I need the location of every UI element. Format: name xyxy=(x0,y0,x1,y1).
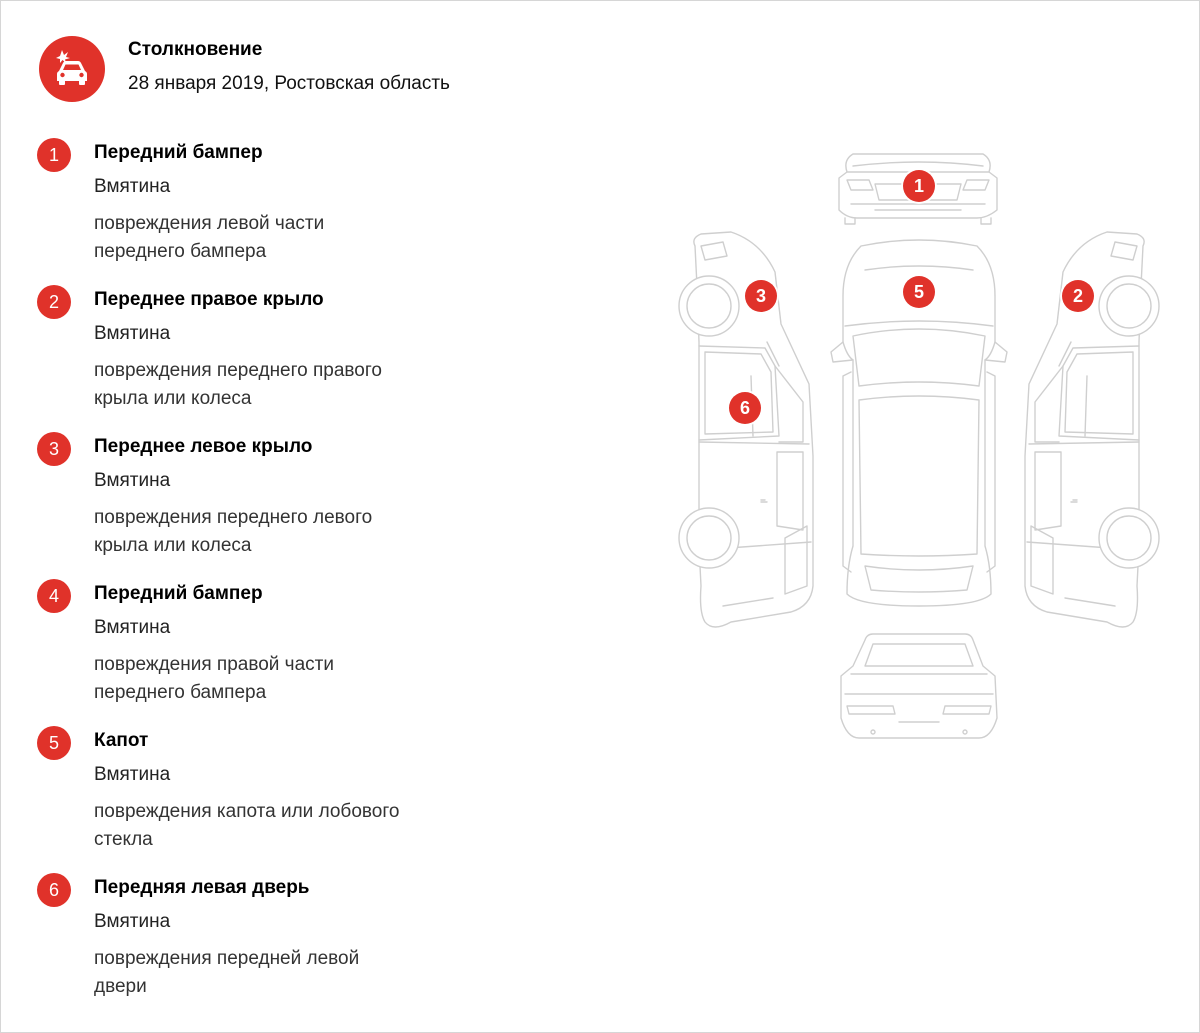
damage-part: Передний бампер xyxy=(94,583,263,604)
damage-number-badge: 4 xyxy=(37,579,71,613)
damage-type: Вмятина xyxy=(94,764,171,785)
damage-type: Вмятина xyxy=(94,470,171,491)
damage-part: Капот xyxy=(94,730,149,751)
damage-type: Вмятина xyxy=(94,176,171,197)
damage-part: Передняя левая дверь xyxy=(94,877,310,898)
damage-description: повреждения левой части переднего бампера xyxy=(94,213,325,262)
accident-date-location: 28 января 2019, Ростовская область xyxy=(128,73,450,94)
damage-marker[interactable]: 3 xyxy=(745,280,777,312)
damage-number-badge: 2 xyxy=(37,285,71,319)
damage-part: Переднее правое крыло xyxy=(94,289,324,310)
damage-description: повреждения передней левой двери xyxy=(94,948,360,997)
damage-type: Вмятина xyxy=(94,323,171,344)
damage-type: Вмятина xyxy=(94,911,171,932)
damage-description: повреждения переднего левого крыла или колеса xyxy=(94,507,373,556)
damage-marker[interactable]: 5 xyxy=(903,276,935,308)
car-rear-view xyxy=(841,634,997,738)
damage-part: Переднее левое крыло xyxy=(94,436,313,457)
damage-description: повреждения переднего правого крыла или колеса xyxy=(94,360,382,409)
damage-number-badge: 1 xyxy=(37,138,71,172)
damage-number-badge: 3 xyxy=(37,432,71,466)
damage-type: Вмятина xyxy=(94,617,171,638)
damage-number-badge: 5 xyxy=(37,726,71,760)
accident-title: Столкновение xyxy=(128,39,263,60)
damage-description: повреждения капота или лобового стекла xyxy=(94,801,400,850)
car-damage-diagram xyxy=(661,146,1181,756)
damage-description: повреждения правой части переднего бампера xyxy=(94,654,334,703)
damage-number-badge: 6 xyxy=(37,873,71,907)
car-crash-icon xyxy=(39,36,105,102)
damage-part: Передний бампер xyxy=(94,142,263,163)
damage-marker[interactable]: 2 xyxy=(1062,280,1094,312)
damage-marker[interactable]: 1 xyxy=(903,170,935,202)
damage-marker[interactable]: 6 xyxy=(729,392,761,424)
